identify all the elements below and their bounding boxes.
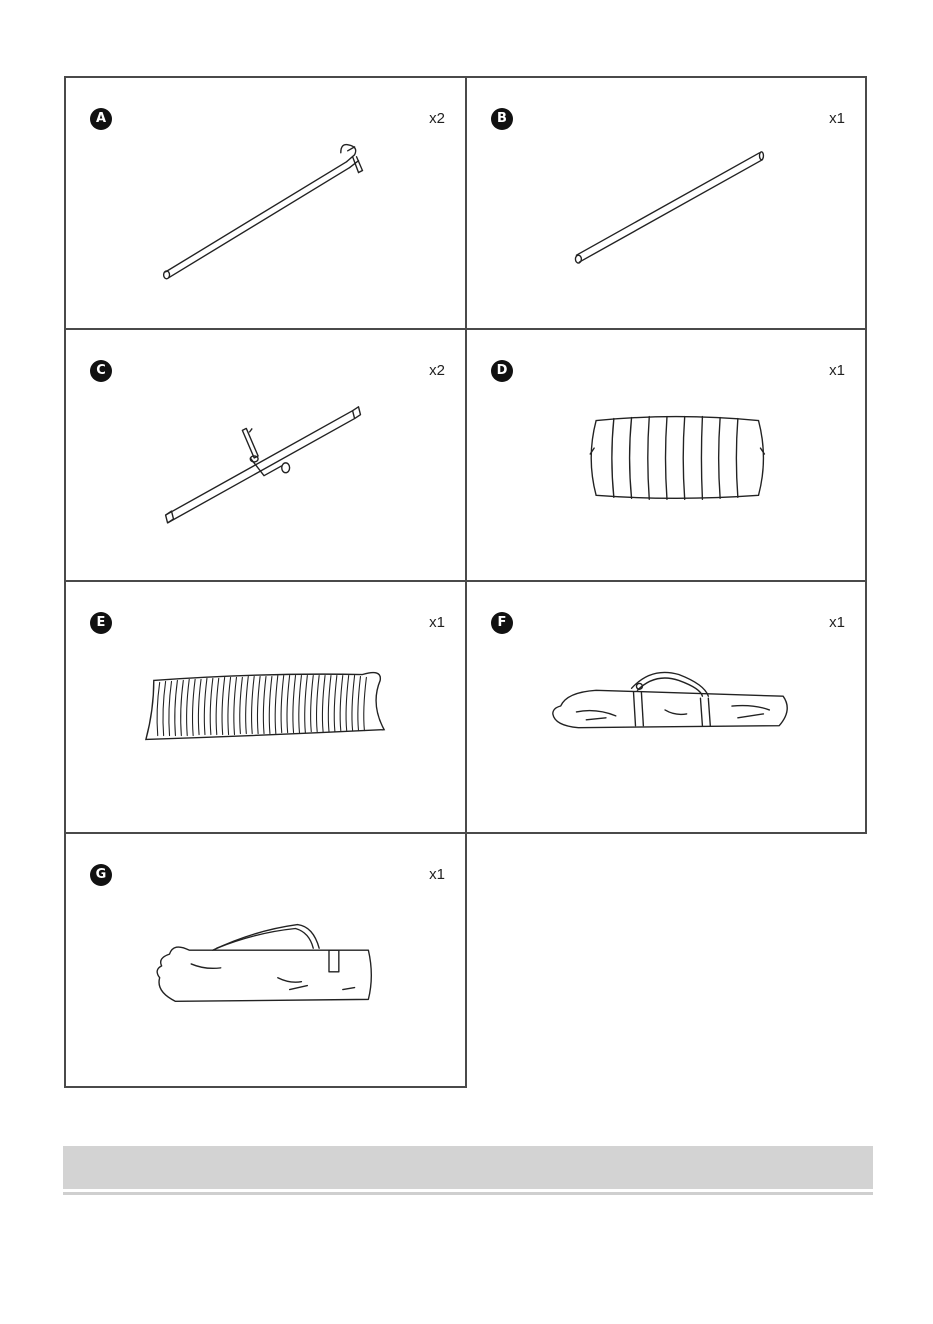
part-a-quantity: x2 <box>429 110 445 127</box>
part-d-quantity: x1 <box>829 362 845 379</box>
t-connector-bar-icon <box>66 330 465 580</box>
part-b-badge: B <box>491 108 513 130</box>
part-f-quantity: x1 <box>829 614 845 631</box>
part-g-quantity: x1 <box>429 866 445 883</box>
part-b-panel <box>465 76 867 330</box>
part-a-panel <box>64 76 467 330</box>
part-c-quantity: x2 <box>429 362 445 379</box>
straight-pole-icon <box>467 78 865 328</box>
storage-bag-icon <box>66 834 465 1086</box>
part-e-badge: E <box>90 612 112 634</box>
part-e-panel <box>64 580 467 834</box>
part-g-badge: G <box>90 864 112 886</box>
section-header-bar <box>63 1146 873 1189</box>
hook-pole-icon <box>66 78 465 328</box>
part-e-quantity: x1 <box>429 614 445 631</box>
part-c-badge: C <box>90 360 112 382</box>
section-divider <box>63 1192 873 1195</box>
rolled-mat-icon <box>467 330 865 580</box>
part-f-badge: F <box>491 612 513 634</box>
part-d-badge: D <box>491 360 513 382</box>
part-c-panel <box>64 328 467 582</box>
part-a-badge: A <box>90 108 112 130</box>
rolled-fabric-icon <box>66 582 465 832</box>
part-f-panel <box>465 580 867 834</box>
parts-grid <box>64 76 867 1088</box>
part-b-quantity: x1 <box>829 110 845 127</box>
part-g-panel <box>64 832 467 1088</box>
carry-bag-icon <box>467 582 865 832</box>
part-d-panel <box>465 328 867 582</box>
